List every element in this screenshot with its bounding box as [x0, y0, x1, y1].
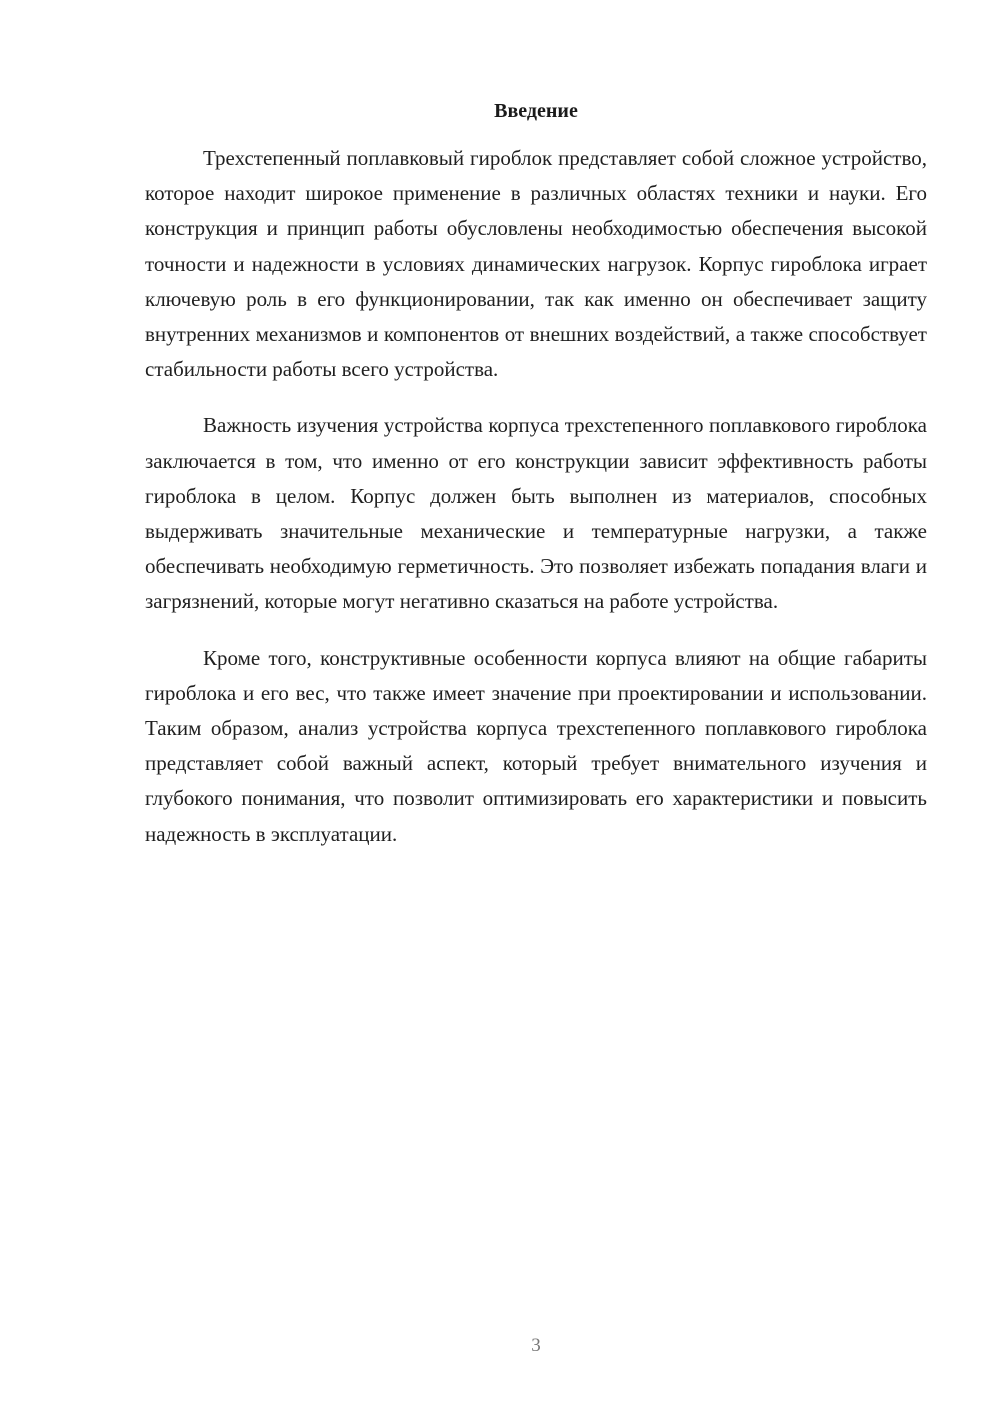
section-title: Введение	[494, 100, 578, 122]
page-number: 3	[531, 1335, 541, 1356]
paragraph-1: Трехстепенный поплавковый гироблок представляет собой сложное устройство, которое находит широкое применение в различных областях техники и науки. Его конструкция и принцип работы обусловлены необходимостью обеспечения высокой точности и надежности в условиях динамических нагрузок. Корпус гироблока играет ключевую роль в его функционировании, так как именно он обеспечивает защиту внутренних механизмов и компонентов от внешних воздействий, а также способствует стабильности работы всего устройства.	[145, 146, 927, 382]
body-text	[145, 141, 927, 873]
paragraph-2: Важность изучения устройства корпуса трехстепенного поплавкового гироблока заключается в том, что именно от его конструкции зависит эффективность работы гироблока в целом. Корпус должен быть выполнен из материалов, способных выдерживать значительные механические и температурные нагрузки, а также обеспечивать необходимую герметичность. Это позволяет избежать попадания влаги и загрязнений, которые могут негативно сказаться на работе устройства.	[145, 413, 927, 614]
paragraph-3: Кроме того, конструктивные особенности корпуса влияют на общие габариты гироблока и его вес, что также имеет значение при проектировании и использовании. Таким образом, анализ устройства корпуса трехстепенного поплавкового гироблока представляет собой важный аспект, который требует внимательного изучения и глубокого понимания, что позволит оптимизировать его характеристики и повысить надежность в эксплуатации.	[145, 645, 927, 846]
